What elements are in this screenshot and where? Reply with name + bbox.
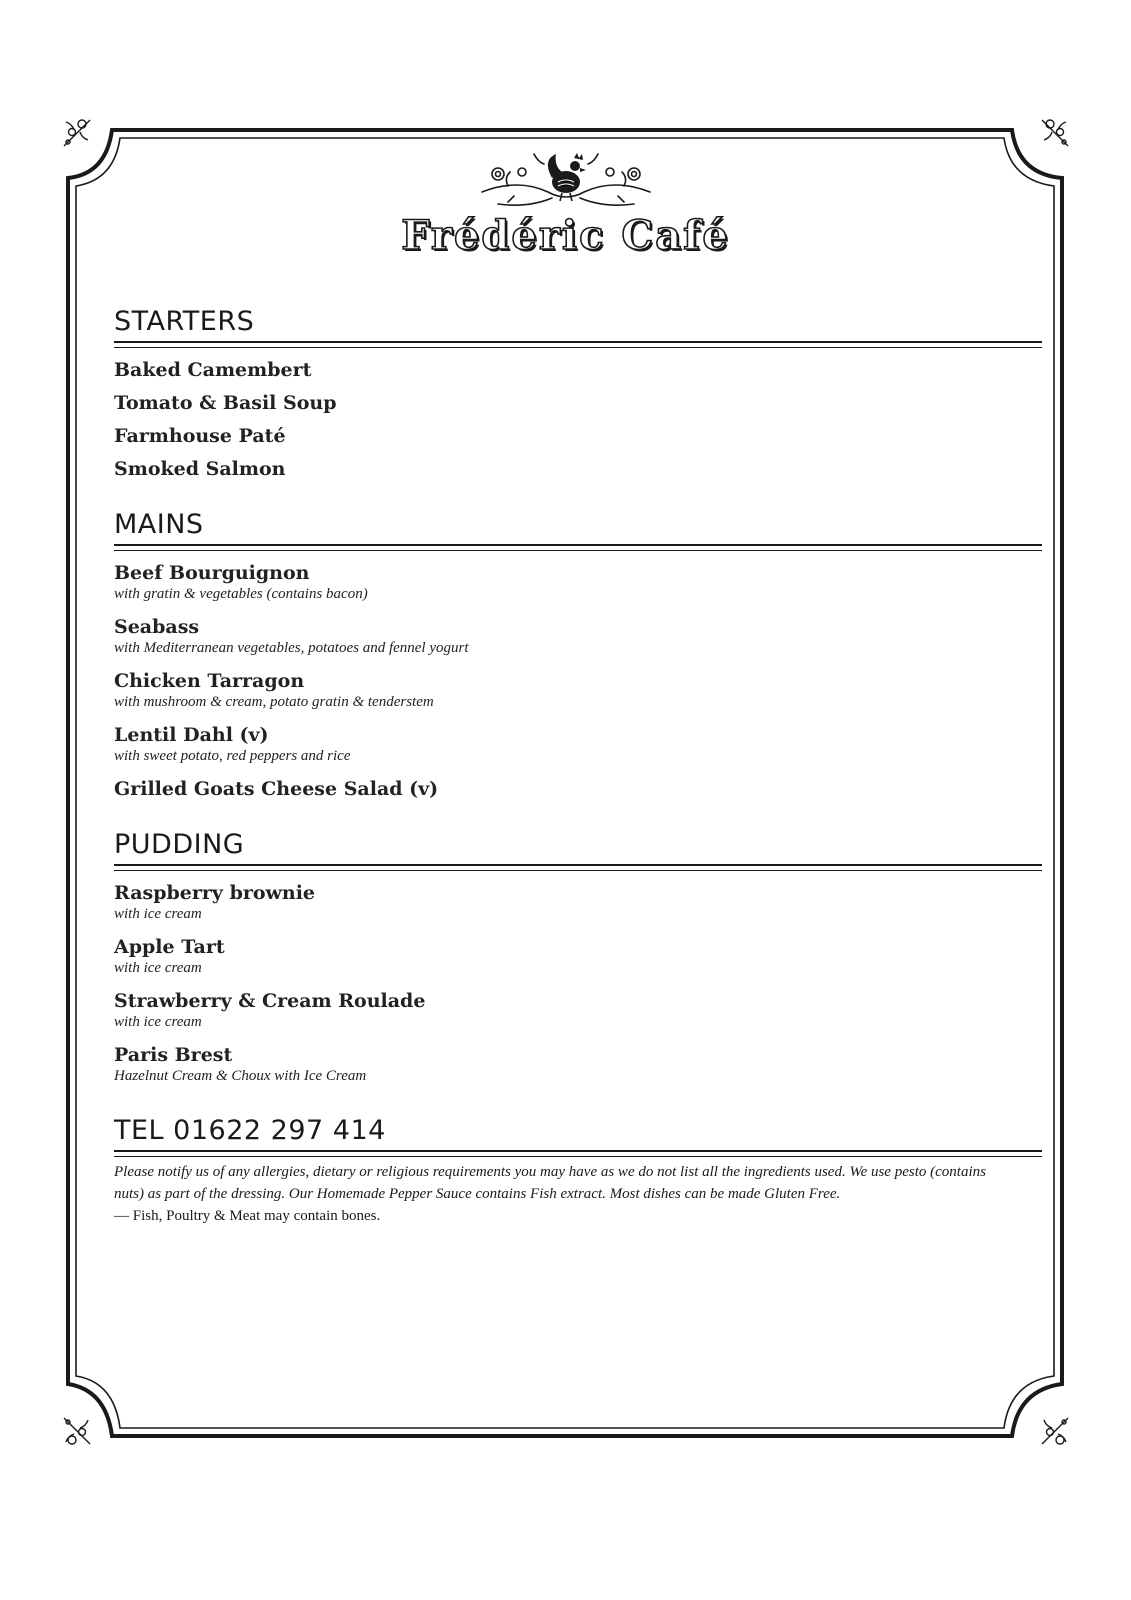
menu-item — [114, 669, 1042, 711]
dish-description: with ice cream — [114, 906, 202, 922]
allergy-notice: Please notify us of any allergies, dietary or religious requirements you may have as we do not list all the ingredients used. We use pesto (contains nuts) as part of the dressing. Our Homemade Pepper Sauce contains Fish extract. Most dishes can be made Gluten Free. — [114, 1164, 986, 1202]
bones-warning: — Fish, Poultry & Meat may contain bones. — [114, 1208, 381, 1224]
dish-description: with ice cream — [114, 1014, 202, 1030]
menu-item — [114, 881, 1042, 923]
floral-sprig-icon — [1034, 1412, 1074, 1452]
menu-item — [114, 989, 1042, 1031]
menu-item — [114, 358, 1042, 382]
dish-name: Chicken Tarragon — [114, 670, 305, 692]
dish-description: with gratin & vegetables (contains bacon) — [114, 586, 368, 602]
pudding-section — [114, 828, 1042, 1097]
dish-description: with Mediterranean vegetables, potatoes and fennel yogurt — [114, 640, 469, 656]
menu-item — [114, 723, 1042, 765]
rooster-floral-icon — [478, 148, 654, 218]
section-divider — [114, 544, 1042, 551]
starters-section — [114, 305, 1042, 490]
section-divider — [114, 864, 1042, 871]
dish-name: Beef Bourguignon — [114, 562, 310, 584]
dish-name: Baked Camembert — [114, 359, 312, 381]
dish-name: Lentil Dahl (v) — [114, 724, 269, 746]
dish-description: Hazelnut Cream & Choux with Ice Cream — [114, 1068, 367, 1084]
menu-item — [114, 1043, 1042, 1085]
floral-sprig-icon — [58, 112, 98, 152]
section-heading: MAINS — [114, 509, 204, 540]
menu-item — [114, 561, 1042, 603]
dish-description: with ice cream — [114, 960, 202, 976]
section-divider — [114, 341, 1042, 348]
cafe-name-logo: Frédéric Café — [401, 212, 730, 259]
section-heading: STARTERS — [114, 306, 255, 337]
mains-section — [114, 508, 1042, 813]
menu-item — [114, 935, 1042, 977]
floral-sprig-icon — [58, 1412, 98, 1452]
menu-item — [114, 615, 1042, 657]
section-heading: PUDDING — [114, 829, 245, 860]
dish-name: Seabass — [114, 616, 200, 638]
floral-sprig-icon — [1034, 112, 1074, 152]
dish-name: Paris Brest — [114, 1044, 233, 1066]
dish-description: with sweet potato, red peppers and rice — [114, 748, 351, 764]
telephone-heading: TEL 01622 297 414 — [114, 1115, 386, 1146]
dish-name: Strawberry & Cream Roulade — [114, 990, 426, 1012]
menu-item — [114, 777, 1042, 801]
menu-item — [114, 424, 1042, 448]
dish-name: Tomato & Basil Soup — [114, 392, 337, 414]
dish-name: Apple Tart — [114, 936, 225, 958]
dish-name: Raspberry brownie — [114, 882, 316, 904]
dish-description: with mushroom & cream, potato gratin & tenderstem — [114, 694, 434, 710]
dish-name: Grilled Goats Cheese Salad (v) — [114, 778, 439, 800]
dish-name: Smoked Salmon — [114, 458, 286, 480]
menu-item — [114, 457, 1042, 481]
dish-name: Farmhouse Paté — [114, 425, 286, 447]
contact-section — [114, 1114, 1042, 1227]
section-divider — [114, 1150, 1042, 1157]
menu-item — [114, 391, 1042, 415]
